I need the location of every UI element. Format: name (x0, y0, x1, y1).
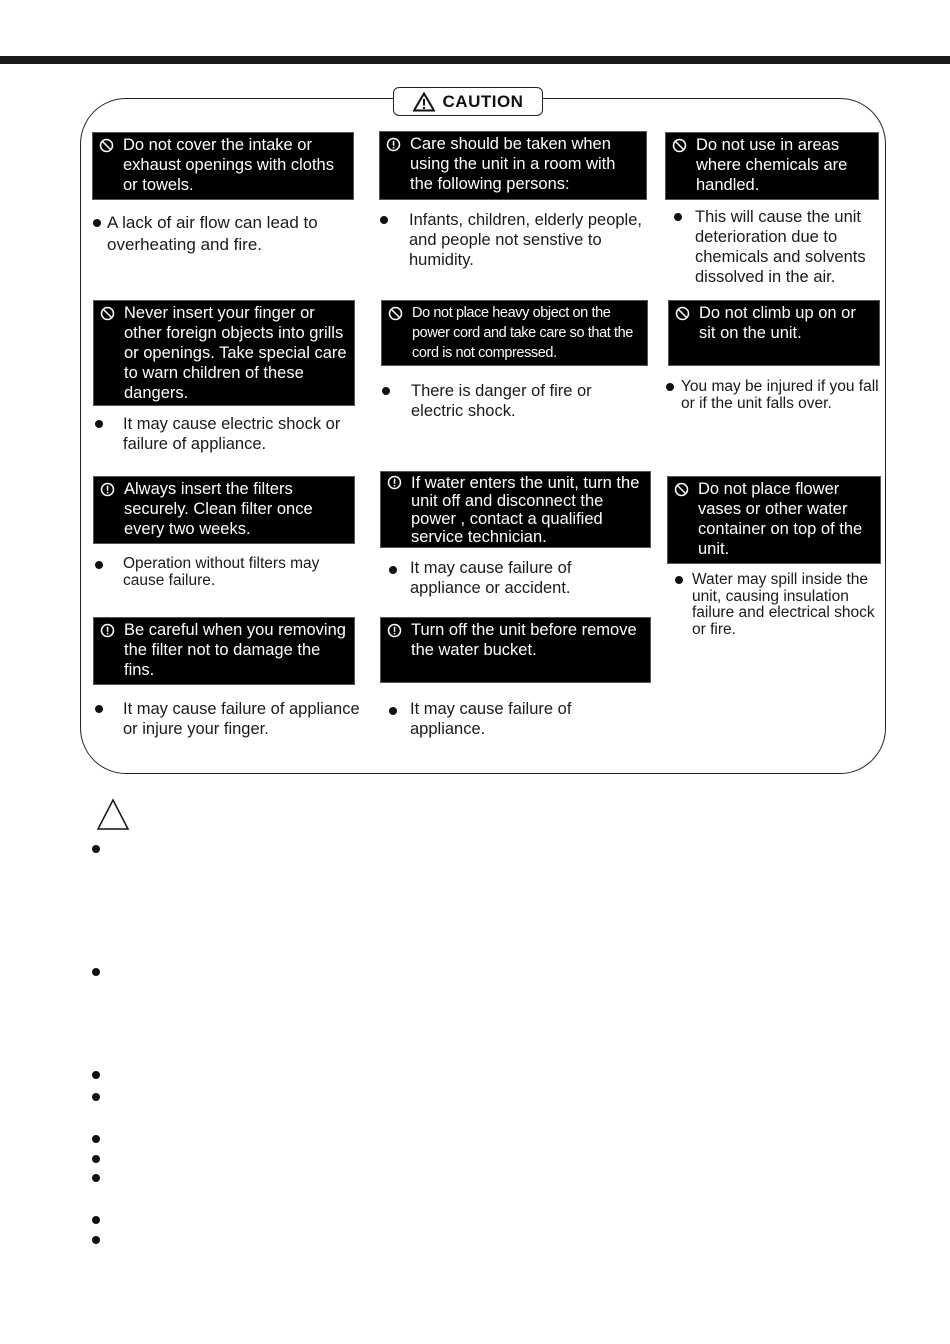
card-water-bucket (380, 617, 651, 683)
prohibited-circle-icon (675, 306, 690, 321)
card-note (379, 210, 659, 270)
card-persons-care (379, 131, 647, 200)
card-cover-intake (92, 132, 354, 200)
prohibited-circle-icon (674, 482, 689, 497)
note-text: This will cause the unit deterioration due to chemicals and solvents dissolved in the air. (695, 208, 866, 286)
caution-label: CAUTION (442, 91, 524, 111)
note-text: There is danger of fire or electric shock. (411, 382, 592, 420)
card-text: Do not place heavy object on the power cord and take care so that the cord is not compressed. (412, 305, 633, 361)
note-text: It may cause electric shock or failure of appliance. (123, 415, 341, 453)
card-insert-finger (93, 300, 355, 406)
top-rule (0, 56, 950, 64)
warning-triangle-icon (413, 92, 435, 112)
card-filters (93, 476, 355, 544)
exclamation-circle-icon (100, 623, 115, 638)
card-climb (668, 300, 880, 366)
note-text: Operation without filters may cause failure. (123, 555, 320, 589)
card-text: Do not climb up on or sit on the unit. (699, 304, 856, 342)
card-text: Be careful when you removing the filter not to damage the fins. (124, 621, 346, 679)
card-note (93, 414, 355, 454)
prohibited-circle-icon (100, 306, 115, 321)
card-note (380, 699, 640, 739)
warning-triangle-outline-icon (96, 798, 130, 831)
caution-badge (393, 87, 543, 116)
card-note (665, 207, 885, 287)
note-text: It may cause failure of appliance. (410, 700, 572, 738)
note-text: It may cause failure of appliance or accident. (410, 559, 572, 597)
prohibited-circle-icon (672, 138, 687, 153)
list-bullet (92, 1174, 100, 1182)
card-note (93, 699, 373, 739)
note-text: Infants, children, elderly people, and people not senstive to humidity. (409, 211, 642, 269)
list-bullet (92, 1155, 100, 1163)
note-text: You may be injured if you fall or if the unit falls over. (681, 378, 879, 412)
card-note (92, 212, 342, 256)
card-text: Do not cover the intake or exhaust openings with cloths or towels. (123, 136, 334, 194)
exclamation-circle-icon (386, 137, 401, 152)
card-note (666, 379, 884, 412)
list-bullet (92, 1071, 100, 1079)
prohibited-circle-icon (388, 306, 403, 321)
card-text: Always insert the filters securely. Clean filter once every two weeks. (124, 480, 313, 538)
card-remove-filter (93, 617, 355, 685)
exclamation-circle-icon (387, 623, 402, 638)
list-bullet (92, 1135, 100, 1143)
list-bullet (92, 1236, 100, 1244)
card-note (380, 558, 640, 598)
exclamation-circle-icon (100, 482, 115, 497)
list-bullet (92, 1216, 100, 1224)
list-bullet (92, 1093, 100, 1101)
card-note (381, 381, 641, 421)
card-text: Never insert your finger or other foreign objects into grills or openings. Take special care to warn children of these dangers. (124, 304, 347, 402)
card-text: Do not use in areas where chemicals are handled. (696, 136, 848, 194)
card-note (662, 572, 888, 638)
card-power-cord (381, 300, 648, 366)
list-bullet (92, 845, 100, 853)
card-chemicals (665, 132, 879, 200)
card-text: Turn off the unit before remove the water bucket. (411, 621, 637, 659)
note-text: It may cause failure of appliance or injure your finger. (123, 700, 360, 738)
card-text: Do not place flower vases or other water container on top of the unit. (698, 480, 863, 558)
list-bullet (92, 968, 100, 976)
card-text: If water enters the unit, turn the unit off and disconnect the power , contact a qualified service technician. (411, 474, 640, 546)
prohibited-circle-icon (99, 138, 114, 153)
card-flower-vases (667, 476, 881, 564)
card-water-enters (380, 471, 651, 548)
card-text: Care should be taken when using the unit in a room with the following persons: (410, 135, 616, 193)
card-note (93, 556, 355, 589)
note-text: A lack of air flow can lead to overheating and fire. (107, 213, 318, 254)
exclamation-circle-icon (387, 475, 402, 490)
note-text: Water may spill inside the unit, causing insulation failure and electrical shock or fire. (692, 571, 875, 638)
